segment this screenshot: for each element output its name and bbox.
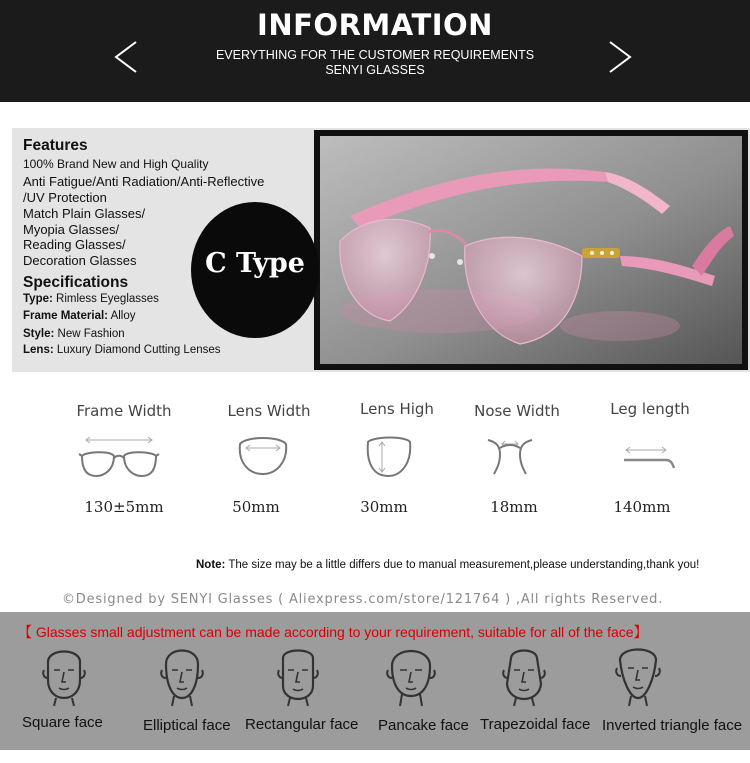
spec-lens-value: Luxury Diamond Cutting Lenses xyxy=(56,344,221,356)
rimless-glasses-image xyxy=(320,136,742,364)
specifications-heading: Specifications xyxy=(23,274,129,291)
chevron-right-icon[interactable] xyxy=(604,40,634,74)
product-photo xyxy=(314,130,748,370)
spec-style xyxy=(23,328,125,342)
spec-type-label: Type: xyxy=(23,293,53,305)
feature-line: Decoration Glasses xyxy=(23,253,137,268)
note-label: Note: xyxy=(196,559,226,571)
measurement-label: Lens High xyxy=(360,400,434,418)
face-shape-panel xyxy=(0,612,750,750)
spec-type xyxy=(23,293,159,307)
face-label-pancake: Pancake face xyxy=(378,717,469,734)
elliptical-face-icon xyxy=(158,644,206,706)
square-face-icon xyxy=(40,644,88,706)
trapezoidal-face-icon xyxy=(500,644,548,706)
c-type-label: C Type xyxy=(205,248,305,279)
measurement-value: 30mm xyxy=(360,498,408,516)
measurement-label: Leg length xyxy=(610,400,690,418)
measurement-label: Lens Width xyxy=(227,402,311,420)
feature-line: 100% Brand New and High Quality xyxy=(23,157,209,171)
copyright-watermark: ©Designed by SENYI Glasses ( Aliexpress.com/store/121764 ) ,All rights Reserved. xyxy=(62,592,664,607)
feature-line: Reading Glasses/ xyxy=(23,237,126,252)
measurement-value: 130±5mm xyxy=(84,498,164,516)
face-label-elliptical: Elliptical face xyxy=(143,717,231,734)
measurement-label: Frame Width xyxy=(76,402,172,420)
lens-width-icon xyxy=(236,434,290,478)
pancake-face-icon xyxy=(386,644,436,706)
chevron-left-icon[interactable] xyxy=(112,40,142,74)
spec-type-value: Rimless Eyeglasses xyxy=(56,293,159,305)
adjustment-heading: 【 Glasses small adjustment can be made according to your requirement, suitable for all of the face】 xyxy=(18,624,648,640)
face-label-square: Square face xyxy=(22,714,103,731)
size-note xyxy=(196,559,699,571)
spec-frame-value: Alloy xyxy=(110,310,136,322)
feature-line: Anti Fatigue/Anti Radiation/Anti-Reflective xyxy=(23,174,265,189)
spec-style-label: Style: xyxy=(23,328,55,340)
face-label-rectangular: Rectangular face xyxy=(245,716,359,733)
page-title: INFORMATION xyxy=(257,8,493,42)
features-heading: Features xyxy=(23,137,88,154)
measurement-value: 50mm xyxy=(232,498,280,516)
measurement-label: Nose Width xyxy=(474,402,560,420)
spec-lens-label: Lens: xyxy=(23,344,54,356)
c-type-badge xyxy=(191,202,319,338)
note-text: The size may be a little differs due to manual measurement,please understanding,thank you! xyxy=(228,559,700,571)
nose-bridge-icon xyxy=(486,436,534,476)
spec-frame-label: Frame Material: xyxy=(23,310,109,322)
header-brand: SENYI GLASSES xyxy=(325,63,425,77)
feature-line: Myopia Glasses/ xyxy=(23,222,120,237)
spec-lens xyxy=(23,344,221,358)
temple-length-icon xyxy=(622,442,678,472)
spec-style-value: New Fashion xyxy=(57,328,125,340)
frame-width-icon xyxy=(78,434,160,480)
face-label-trapezoidal: Trapezoidal face xyxy=(480,716,591,733)
spec-frame xyxy=(23,310,136,324)
face-label-inverted-triangle: Inverted triangle face xyxy=(602,717,743,734)
header-subtitle: EVERYTHING FOR THE CUSTOMER REQUIREMENTS xyxy=(215,48,535,62)
inverted-triangle-face-icon xyxy=(614,644,662,706)
measurement-value: 140mm xyxy=(613,498,671,516)
rectangular-face-icon xyxy=(274,644,322,706)
header-banner xyxy=(0,0,750,102)
feature-line: Match Plain Glasses/ xyxy=(23,206,146,221)
measurement-value: 18mm xyxy=(490,498,538,516)
product-info-panel xyxy=(12,128,750,372)
feature-line: /UV Protection xyxy=(23,190,107,205)
lens-height-icon xyxy=(364,434,414,480)
